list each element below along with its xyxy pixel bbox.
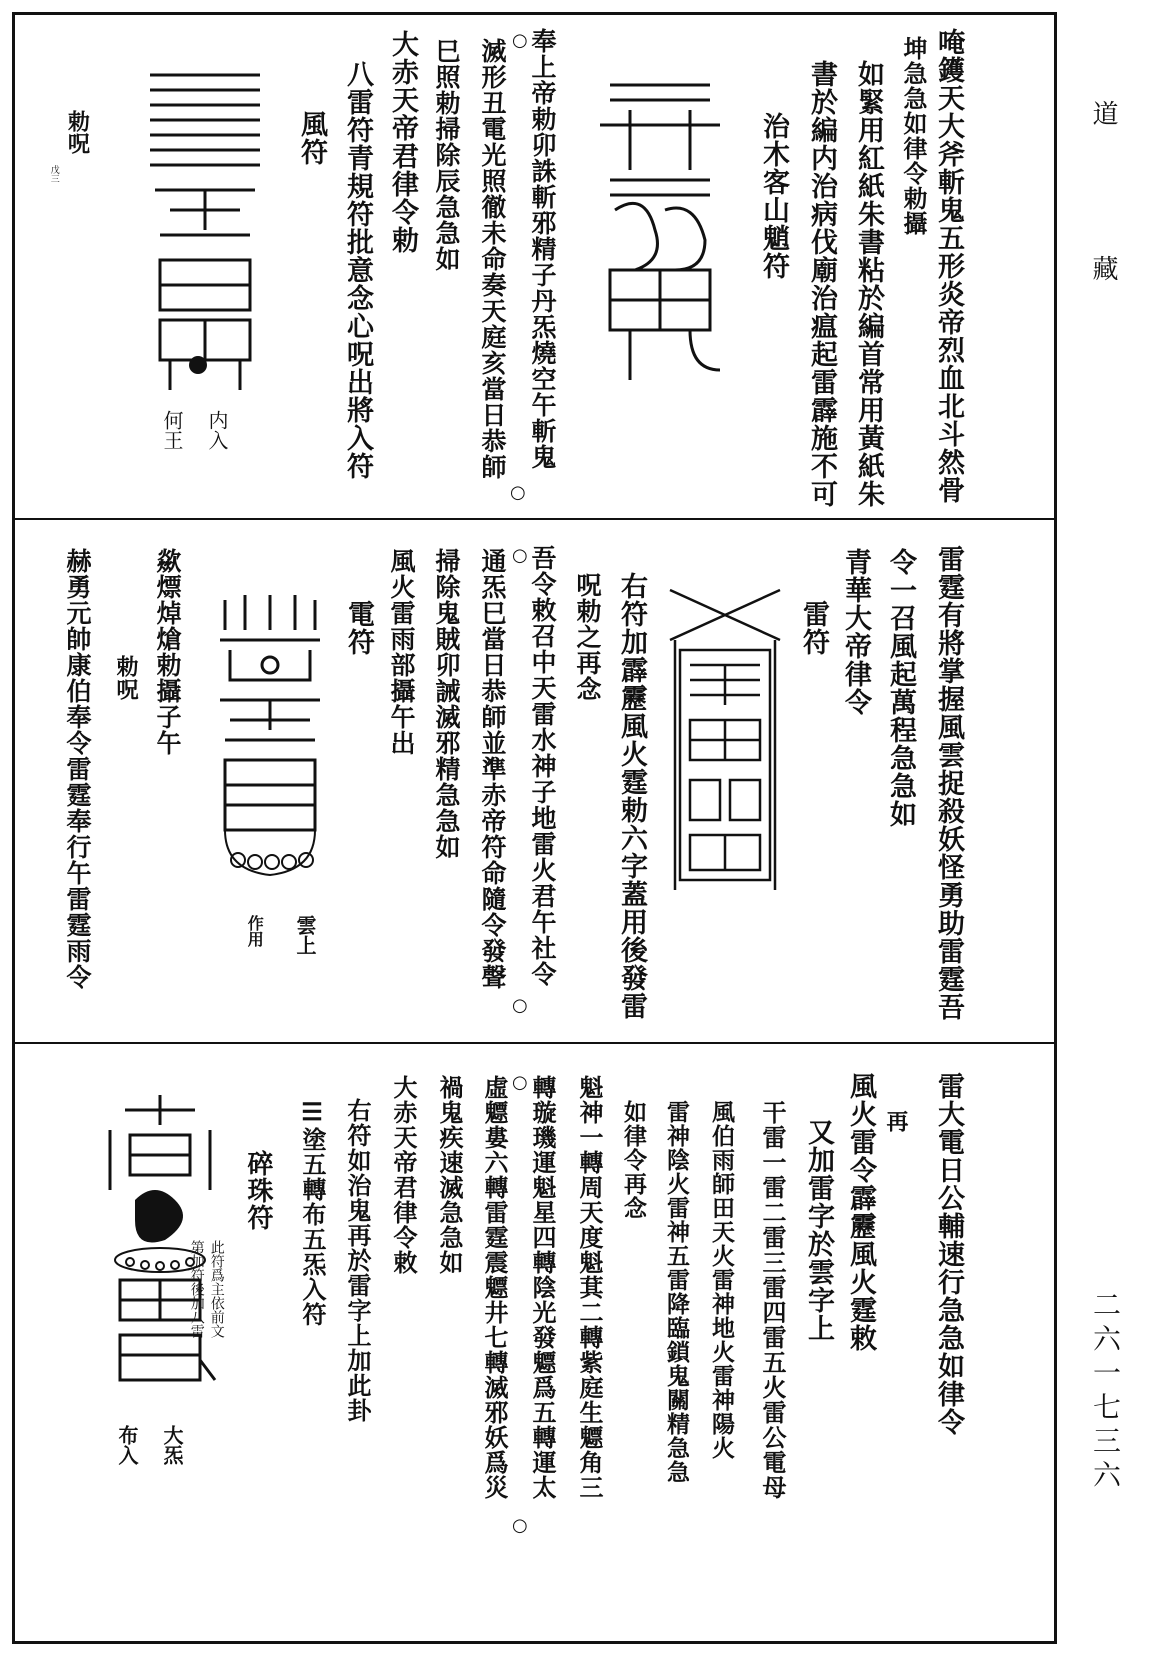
note: 雲上	[293, 915, 317, 955]
text-column: 通炁巳當日恭師並準赤帝符命隨令發聲	[478, 548, 507, 990]
talisman-mukeshan	[590, 70, 730, 390]
text-column: 大赤天帝君律令勅	[387, 30, 418, 254]
text-column: 治木客山魈符	[758, 112, 789, 280]
text-column: 青華大帝律令	[840, 548, 871, 716]
text-column: 赫勇元帥康伯奉令雷霆奉行午雷霆雨令	[63, 548, 92, 990]
text-column: 雷大電日公輔速行急急如律令	[933, 1072, 964, 1436]
text-column: 碎珠符	[243, 1150, 273, 1231]
text-column: 雷神陰火雷神五雷降臨鎖鬼關精急急	[663, 1100, 690, 1484]
panel-divider-1	[12, 518, 1057, 520]
text-column: 八雷符青規符批意念心呪出將入符	[342, 60, 373, 480]
text-column: 滅形丑電光照徹未命奏天庭亥當日恭師	[478, 38, 507, 480]
note: 作用	[245, 915, 265, 947]
text-column: 風符	[296, 110, 327, 166]
text-column: 勅呪	[113, 655, 139, 701]
text-column: 奉上帝勅卯誅斬邪精子丹炁燒空午斬鬼	[528, 28, 557, 470]
note: 布入	[115, 1425, 139, 1465]
text-column: 如緊用紅紙朱書粘於編首常用黃紙朱	[853, 60, 884, 508]
text-column: ☰塗五轉布五炁入符	[298, 1098, 327, 1327]
margin-label-zang: 藏	[1088, 255, 1118, 295]
talisman-suizhu	[100, 1090, 220, 1410]
text-column: 唵鑊天大斧斬鬼五形炎帝烈血北斗然骨	[933, 28, 964, 504]
talisman-lei	[665, 580, 785, 900]
text-column: 雷符	[798, 600, 829, 656]
margin-label-dao: 道	[1088, 100, 1118, 140]
text-column: 掃除鬼賊卯誡滅邪精急急如	[432, 548, 461, 860]
text-column: 大赤天帝君律令敕	[389, 1075, 418, 1275]
text-column: 右符如治鬼再於雷字上加此卦	[343, 1098, 372, 1423]
text-column: 干雷一雷二雷三雷四雷五火雷公電母	[758, 1100, 787, 1500]
note: 戊三	[48, 165, 59, 183]
circle-mark: ○	[512, 995, 528, 1016]
circle-mark: ○	[510, 482, 526, 503]
note: 勅呪	[64, 110, 91, 154]
text-column: 再	[883, 1110, 909, 1133]
note: 内入	[205, 410, 229, 450]
text-column: 如律令再念	[620, 1100, 647, 1220]
text-column: 虛魒婁六轉雷霆震魒井七轉滅邪妖爲災	[480, 1075, 509, 1500]
text-column: 轉璇璣運魁星四轉陰光發魒爲五轉運太	[528, 1075, 557, 1500]
note: 何王	[160, 410, 184, 450]
text-column: 風伯雨師田天火雷神地火雷神陽火	[708, 1100, 735, 1460]
circle-mark: ○	[512, 1072, 528, 1093]
text-column: 右符加霹靂風火霆勅六字蓋用後發雷	[616, 572, 647, 1020]
text-column: 魁神一轉周天度魁萁二轉紫庭生魒角三	[575, 1075, 604, 1500]
text-column: 歘熛焯熗勅攝子午	[153, 548, 182, 756]
text-column: 坤急急如律令勅攝	[899, 36, 928, 236]
talisman-feng	[140, 60, 270, 400]
panel-divider-2	[12, 1042, 1057, 1044]
text-column: 風火雷令霹靂風火霆敕	[845, 1072, 876, 1352]
circle-mark: ○	[512, 545, 528, 566]
note: 大炁	[160, 1425, 184, 1465]
page-number: 二六一七三六	[1089, 1290, 1122, 1494]
note: 第加符後加八雷	[188, 1240, 205, 1338]
text-column: 巳照勅掃除辰急急如	[432, 38, 461, 272]
circle-mark: ○	[512, 30, 528, 51]
talisman-dian	[210, 590, 330, 900]
text-column: 吾令敕召中天雷水神子地雷火君午社令	[528, 545, 557, 987]
text-column: 雷霆有將掌握風雲捉殺妖怪勇助雷霆吾	[933, 545, 964, 1021]
text-column: 呪勅之再念	[573, 572, 602, 702]
text-column: 風火雷雨部攝午出	[387, 548, 416, 756]
text-column: 禍鬼疾速滅急急如	[435, 1075, 464, 1275]
note: 此符爲主依前文	[208, 1240, 225, 1338]
text-column: 令一召風起萬程急急如	[885, 548, 916, 828]
circle-mark: ○	[512, 1515, 528, 1536]
text-column: 書於編内治病伐廟治瘟起雷霹施不可	[806, 60, 837, 508]
text-column: 又加雷字於雲字上	[803, 1118, 834, 1342]
text-column: 電符	[343, 600, 374, 656]
